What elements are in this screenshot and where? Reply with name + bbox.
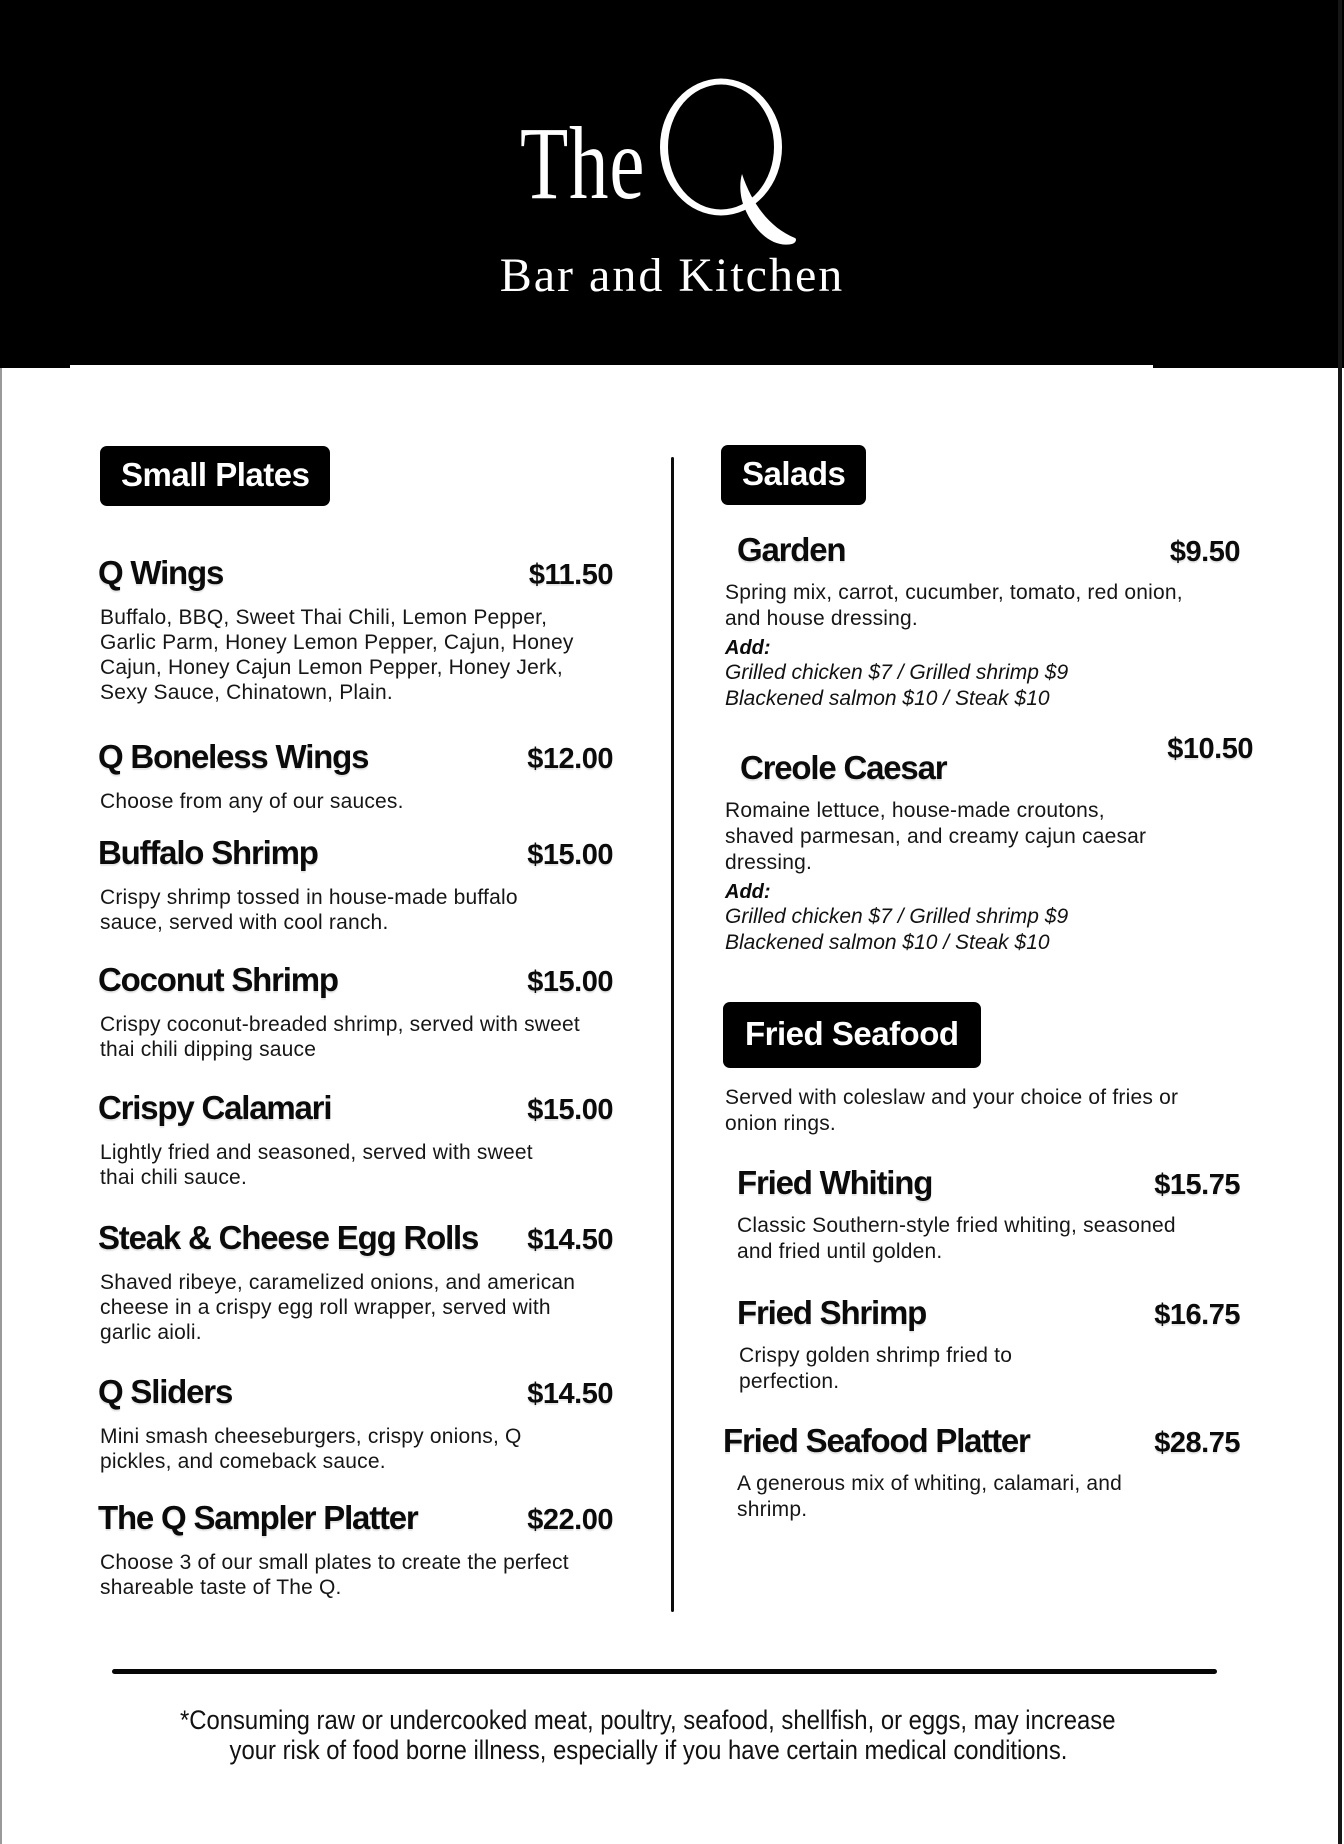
item-name: Steak & Cheese Egg Rolls bbox=[98, 1219, 479, 1256]
column-divider bbox=[671, 457, 674, 1612]
item-price: $15.00 bbox=[527, 839, 613, 871]
section-intro: Served with coleslaw and your choice of fries or onion rings. bbox=[725, 1086, 1179, 1135]
item-name: Q Sliders bbox=[98, 1373, 233, 1410]
item-description: Crispy coconut-breaded shrimp, served with sweet thai chili dipping sauce bbox=[100, 1013, 580, 1061]
item-name: The Q Sampler Platter bbox=[98, 1499, 418, 1536]
item-name: Fried Seafood Platter bbox=[723, 1422, 1030, 1459]
menu-item-steak-cheese-egg-rolls bbox=[98, 1218, 613, 1345]
item-description: Mini smash cheeseburgers, crispy onions, Q pickles, and comeback sauce. bbox=[100, 1425, 522, 1473]
item-description: Crispy shrimp tossed in house-made buffalo sauce, served with cool ranch. bbox=[100, 886, 518, 934]
menu-item-creole-caesar bbox=[723, 733, 1253, 956]
item-price: $11.50 bbox=[528, 559, 613, 591]
logo-q-letter bbox=[658, 72, 800, 250]
menu-item-garden-salad bbox=[723, 530, 1240, 712]
item-price: $15.00 bbox=[527, 1094, 613, 1126]
menu-item-q-sliders bbox=[98, 1372, 613, 1474]
item-price: $14.50 bbox=[527, 1378, 613, 1410]
item-price: $9.50 bbox=[1169, 536, 1240, 568]
menu-item-q-wings bbox=[98, 553, 613, 705]
menu-item-crispy-calamari bbox=[98, 1088, 613, 1190]
item-description: Romaine lettuce, house-made croutons, shaved parmesan, and creamy cajun caesar dressing. bbox=[725, 799, 1147, 874]
disclaimer-line: your risk of food borne illness, especially if you have certain medical conditions. bbox=[229, 1735, 1067, 1765]
disclaimer-line: *Consuming raw or undercooked meat, poultry, seafood, shellfish, or eggs, may increase bbox=[180, 1705, 1116, 1735]
item-description: Choose from any of our sauces. bbox=[100, 790, 404, 813]
menu-item-fried-seafood-platter bbox=[723, 1421, 1240, 1523]
add-label: Add: bbox=[725, 881, 771, 903]
menu-item-buffalo-shrimp bbox=[98, 833, 613, 935]
item-description: Spring mix, carrot, cucumber, tomato, red onion, and house dressing. bbox=[725, 581, 1183, 630]
item-name: Buffalo Shrimp bbox=[98, 834, 318, 871]
item-description: Crispy golden shrimp fried to perfection. bbox=[739, 1344, 1013, 1393]
item-description: Buffalo, BBQ, Sweet Thai Chili, Lemon Pepper, Garlic Parm, Honey Lemon Pepper, Cajun, Honey Cajun, Honey Cajun Lemon Pepper, Honey Jerk, Sexy Sauce, Chinatown, Plain. bbox=[100, 606, 574, 704]
item-price: $15.75 bbox=[1154, 1169, 1240, 1201]
section-label: Salads bbox=[742, 455, 846, 492]
add-options-line: Grilled chicken $7 / Grilled shrimp $9 bbox=[725, 905, 1069, 928]
header-banner bbox=[0, 0, 1344, 365]
add-options-line: Grilled chicken $7 / Grilled shrimp $9 bbox=[725, 661, 1069, 684]
menu-item-fried-whiting bbox=[723, 1163, 1240, 1265]
item-description: Shaved ribeye, caramelized onions, and american cheese in a crispy egg roll wrapper, served with garlic aioli. bbox=[100, 1271, 576, 1344]
item-description: Choose 3 of our small plates to create the perfect shareable taste of The Q. bbox=[100, 1551, 569, 1599]
menu-item-sampler-platter bbox=[98, 1498, 613, 1600]
item-description: Classic Southern-style fried whiting, seasoned and fried until golden. bbox=[737, 1214, 1176, 1263]
menu-item-fried-shrimp bbox=[723, 1293, 1240, 1395]
footer-disclaimer bbox=[0, 1705, 1296, 1765]
menu-item-q-boneless-wings bbox=[98, 737, 613, 814]
item-name: Creole Caesar bbox=[740, 749, 947, 786]
section-header-fried-seafood bbox=[723, 1002, 981, 1068]
header-edge-step-left bbox=[0, 365, 70, 368]
item-description: A generous mix of whiting, calamari, and shrimp. bbox=[737, 1472, 1123, 1521]
header-subtitle: Bar and Kitchen bbox=[499, 249, 845, 302]
item-name: Coconut Shrimp bbox=[98, 961, 338, 998]
footer-rule bbox=[112, 1669, 1217, 1674]
section-label: Small Plates bbox=[121, 456, 310, 493]
section-label: Fried Seafood bbox=[745, 1015, 959, 1052]
add-options-line: Blackened salmon $10 / Steak $10 bbox=[725, 687, 1050, 710]
item-name: Fried Shrimp bbox=[737, 1294, 927, 1331]
section-header-salads bbox=[721, 445, 866, 505]
item-name: Crispy Calamari bbox=[98, 1089, 332, 1126]
item-price: $16.75 bbox=[1154, 1299, 1240, 1331]
add-options-line: Blackened salmon $10 / Steak $10 bbox=[725, 931, 1050, 954]
item-name: Q Boneless Wings bbox=[98, 738, 369, 775]
item-price: $28.75 bbox=[1154, 1427, 1240, 1459]
add-label: Add: bbox=[725, 637, 771, 659]
logo-the-text: The bbox=[520, 106, 646, 221]
logo-q-text bbox=[0, 0, 1, 1]
item-price: $22.00 bbox=[527, 1504, 613, 1536]
page-edge-right bbox=[1338, 0, 1342, 1844]
item-name: Q Wings bbox=[98, 554, 224, 591]
header-edge-step-right bbox=[1153, 365, 1344, 368]
item-description: Lightly fried and seasoned, served with sweet thai chili sauce. bbox=[100, 1141, 533, 1189]
item-price: $15.00 bbox=[527, 966, 613, 998]
item-name: Garden bbox=[737, 531, 846, 568]
item-name: Fried Whiting bbox=[737, 1164, 933, 1201]
item-price: $14.50 bbox=[527, 1224, 613, 1256]
item-price: $10.50 bbox=[1167, 733, 1253, 765]
menu-item-coconut-shrimp bbox=[98, 960, 613, 1062]
item-price: $12.00 bbox=[527, 743, 613, 775]
section-header-small-plates bbox=[100, 446, 330, 506]
